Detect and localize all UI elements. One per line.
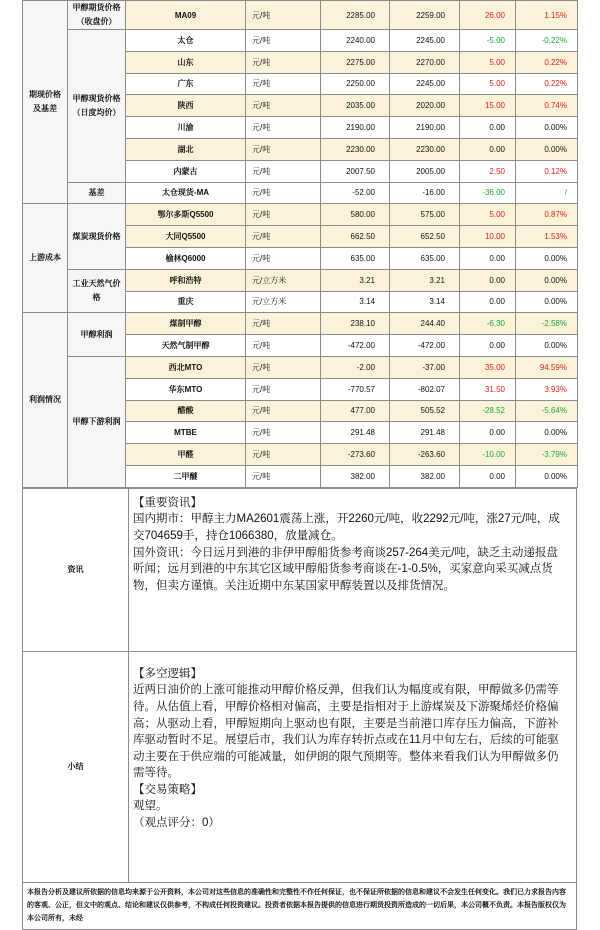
prev-value: 652.50 [390, 226, 460, 248]
change-pct: 0.12% [516, 160, 578, 182]
change-pct: 0.00% [516, 422, 578, 444]
disclaimer: 本报告分析及建议所依据的信息均来源于公开资料，本公司对这些信息的准确性和完整性不作任何保证，也不保证所依据的信息和建议不会发生任何变化。我们已力求报告内容的客观、公正，但文中的观点、结论和建议仅供参考，不构成任何投资建议。投资者依据本报告提供的信息进行期货投资所造成的一切后果，本公司概不负责。本报告版权仅为本公司所有，未经 [23, 882, 577, 929]
today-value: 2007.50 [321, 160, 390, 182]
change-pct: 0.00% [516, 117, 578, 139]
change-value: 15.00 [460, 95, 516, 117]
item-name: 大同Q5500 [126, 226, 246, 248]
unit: 元/吨 [246, 356, 321, 378]
prev-value: 3.14 [390, 291, 460, 313]
unit: 元/吨 [246, 117, 321, 139]
change-value: 26.00 [460, 1, 516, 30]
today-value: 382.00 [321, 465, 390, 487]
change-pct: 0.00% [516, 269, 578, 291]
change-value: -28.52 [460, 400, 516, 422]
change-value: 2.50 [460, 160, 516, 182]
prev-value: 3.21 [390, 269, 460, 291]
change-pct: -5.64% [516, 400, 578, 422]
change-pct: 0.22% [516, 73, 578, 95]
prev-value: 2230.00 [390, 138, 460, 160]
prev-value: 2270.00 [390, 51, 460, 73]
item-name: 太仓现货-MA [126, 182, 246, 204]
unit: 元/吨 [246, 247, 321, 269]
change-value: 5.00 [460, 73, 516, 95]
today-value: 662.50 [321, 226, 390, 248]
change-value: 0.00 [460, 138, 516, 160]
table-row [23, 204, 578, 226]
today-value: -2.00 [321, 356, 390, 378]
news-block [129, 488, 577, 651]
change-pct: / [516, 182, 578, 204]
today-value: 635.00 [321, 247, 390, 269]
today-value: 3.14 [321, 291, 390, 313]
change-pct: 0.22% [516, 51, 578, 73]
section-label: 期现价格及基差 [23, 1, 68, 204]
today-value: -770.57 [321, 378, 390, 400]
section-label: 利润情况 [23, 313, 68, 487]
view-score: （观点评分：0） [133, 817, 220, 830]
news-domestic: 国内期市：甲醇主力MA2601震荡上涨，开2260元/吨，收2292元/吨，涨27元/吨，成交704659手，持仓1066380，放量减仓。 [133, 513, 560, 542]
change-pct: -0.22% [516, 30, 578, 52]
change-value: 0.00 [460, 247, 516, 269]
item-name: 呼和浩特 [126, 269, 246, 291]
subsection-label: 甲醇期货价格（收盘价） [68, 1, 126, 30]
change-pct: 0.00% [516, 291, 578, 313]
subsection-label: 工业天然气价格 [68, 269, 126, 313]
change-value: 0.00 [460, 291, 516, 313]
today-value: 477.00 [321, 400, 390, 422]
change-value: 35.00 [460, 356, 516, 378]
summary-label: 小结 [23, 651, 129, 882]
today-value: -52.00 [321, 182, 390, 204]
item-name: 煤制甲醇 [126, 313, 246, 335]
item-name: 陕西 [126, 95, 246, 117]
unit: 元/吨 [246, 51, 321, 73]
change-value: -10.00 [460, 444, 516, 466]
today-value: 2240.00 [321, 30, 390, 52]
change-pct: 1.53% [516, 226, 578, 248]
today-value: 291.48 [321, 422, 390, 444]
today-value: 2285.00 [321, 1, 390, 30]
change-value: -5.00 [460, 30, 516, 52]
today-value: -472.00 [321, 335, 390, 357]
subsection-label: 甲醇利润 [68, 313, 126, 357]
news-foreign: 国外资讯：今日远月到港的非伊甲醇船货参考商谈257-264美元/吨，缺乏主动递报盘听闻；远月到港的中东其它区域甲醇船货参考商谈在-1-0.5%，买家意向采买减点货物，但卖方谨慎。关注近期中东某国家甲醇装置以及排货情况。 [133, 546, 558, 592]
prev-value: 635.00 [390, 247, 460, 269]
item-name: MA09 [126, 1, 246, 30]
unit: 元/立方米 [246, 269, 321, 291]
table-row [23, 356, 578, 378]
today-value: 3.21 [321, 269, 390, 291]
table-row [23, 30, 578, 52]
unit: 元/吨 [246, 204, 321, 226]
today-value: 580.00 [321, 204, 390, 226]
item-name: 鄂尔多斯Q5500 [126, 204, 246, 226]
change-value: 0.00 [460, 269, 516, 291]
change-pct: 1.15% [516, 1, 578, 30]
item-name: 广东 [126, 73, 246, 95]
section-label: 上游成本 [23, 204, 68, 313]
subsection-label: 甲醇下游利润 [68, 356, 126, 487]
prev-value: 244.40 [390, 313, 460, 335]
item-name: 川渝 [126, 117, 246, 139]
today-value: 2190.00 [321, 117, 390, 139]
unit: 元/吨 [246, 378, 321, 400]
subsection-label: 基差 [68, 182, 126, 204]
item-name: 榆林Q6000 [126, 247, 246, 269]
news-heading: 【重要资讯】 [133, 496, 202, 509]
subsection-label: 煤炭现货价格 [68, 204, 126, 269]
item-name: 甲醛 [126, 444, 246, 466]
unit: 元/立方米 [246, 291, 321, 313]
change-pct: -3.79% [516, 444, 578, 466]
item-name: 山东 [126, 51, 246, 73]
prev-value: 575.00 [390, 204, 460, 226]
unit: 元/吨 [246, 400, 321, 422]
table-row [23, 313, 578, 335]
change-pct: 94.59% [516, 356, 578, 378]
strategy-text: 观望。 [133, 800, 168, 813]
report-sheet [22, 0, 577, 930]
change-value: 0.00 [460, 117, 516, 139]
prev-value: -37.00 [390, 356, 460, 378]
item-name: 天然气制甲醇 [126, 335, 246, 357]
unit: 元/吨 [246, 444, 321, 466]
table-row [23, 1, 578, 30]
strategy-heading: 【交易策略】 [133, 783, 202, 796]
item-name: 醋酸 [126, 400, 246, 422]
item-name: 湖北 [126, 138, 246, 160]
today-value: 2035.00 [321, 95, 390, 117]
today-value: 2275.00 [321, 51, 390, 73]
change-pct: 0.87% [516, 204, 578, 226]
unit: 元/吨 [246, 138, 321, 160]
today-value: 2230.00 [321, 138, 390, 160]
prev-value: 382.00 [390, 465, 460, 487]
change-value: 0.00 [460, 422, 516, 444]
today-value: -273.60 [321, 444, 390, 466]
item-name: 重庆 [126, 291, 246, 313]
unit: 元/吨 [246, 182, 321, 204]
change-pct: 3.93% [516, 378, 578, 400]
change-value: 0.00 [460, 335, 516, 357]
change-value: 5.00 [460, 204, 516, 226]
item-name: 华东MTO [126, 378, 246, 400]
change-value: -36.00 [460, 182, 516, 204]
today-value: 2250.00 [321, 73, 390, 95]
prev-value: 2005.00 [390, 160, 460, 182]
prev-value: -263.60 [390, 444, 460, 466]
prev-value: 2020.00 [390, 95, 460, 117]
change-pct: 0.00% [516, 138, 578, 160]
prev-value: 2190.00 [390, 117, 460, 139]
prev-value: -16.00 [390, 182, 460, 204]
logic-heading: 【多空逻辑】 [133, 667, 202, 680]
item-name: MTBE [126, 422, 246, 444]
logic-text: 近两日油价的上涨可能推动甲醇价格反弹，但我们认为幅度或有限，甲醇做多仍需等待。从估值上看，甲醇价格相对偏高，主要是指相对于上游煤炭及下游聚烯烃价格偏高；从驱动上看，甲醇短期向上驱动也有限，主要是当前港口库存压力偏高，下游补库驱动暂时不足。展望后市，我们认为库存转折点或在11月中旬左右，后续的可能驱动主要在于供应端的可能减量，如伊朗的限气预期等。整体来看我们认为甲醇做多仍需等待。 [133, 684, 559, 780]
change-value: 5.00 [460, 51, 516, 73]
unit: 元/吨 [246, 422, 321, 444]
prev-value: 2245.00 [390, 30, 460, 52]
change-pct: 0.00% [516, 465, 578, 487]
item-name: 太仓 [126, 30, 246, 52]
prev-value: -802.07 [390, 378, 460, 400]
unit: 元/吨 [246, 313, 321, 335]
subsection-label: 甲醇现货价格（日度均价） [68, 30, 126, 183]
item-name: 西北MTO [126, 356, 246, 378]
price-table [22, 0, 578, 488]
unit: 元/吨 [246, 95, 321, 117]
unit: 元/吨 [246, 30, 321, 52]
table-row [23, 182, 578, 204]
change-pct: -2.58% [516, 313, 578, 335]
prev-value: -472.00 [390, 335, 460, 357]
item-name: 内蒙古 [126, 160, 246, 182]
text-sections [22, 488, 577, 930]
change-pct: 0.00% [516, 247, 578, 269]
prev-value: 505.52 [390, 400, 460, 422]
unit: 元/吨 [246, 1, 321, 30]
unit: 元/吨 [246, 160, 321, 182]
news-label: 资讯 [23, 488, 129, 651]
change-pct: 0.74% [516, 95, 578, 117]
unit: 元/吨 [246, 73, 321, 95]
change-value: -6.30 [460, 313, 516, 335]
prev-value: 291.48 [390, 422, 460, 444]
unit: 元/吨 [246, 226, 321, 248]
change-value: 0.00 [460, 465, 516, 487]
unit: 元/吨 [246, 465, 321, 487]
change-pct: 0.00% [516, 335, 578, 357]
change-value: 31.50 [460, 378, 516, 400]
prev-value: 2259.00 [390, 1, 460, 30]
item-name: 二甲醚 [126, 465, 246, 487]
summary-block [129, 651, 577, 882]
today-value: 238.10 [321, 313, 390, 335]
unit: 元/吨 [246, 335, 321, 357]
change-value: 10.00 [460, 226, 516, 248]
prev-value: 2245.00 [390, 73, 460, 95]
table-row [23, 269, 578, 291]
